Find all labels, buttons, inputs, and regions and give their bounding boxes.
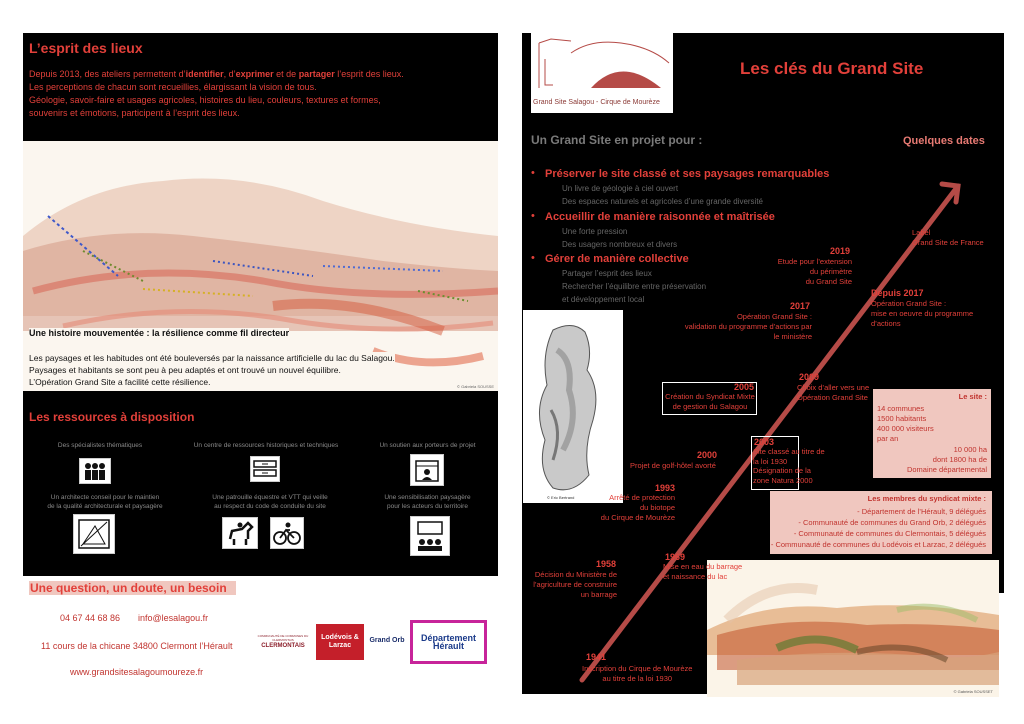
event-since-2017-l2: mise en oeuvre du programme bbox=[871, 309, 974, 318]
member-2: - Communauté de communes du Grand Orb, 2 délégués bbox=[798, 518, 986, 527]
year-1941: 1941 bbox=[586, 652, 607, 662]
contact-email[interactable]: info@lesalagou.fr bbox=[138, 613, 209, 623]
resource-label-specialists: Des spécialistes thématiques bbox=[57, 442, 143, 449]
year-2000: 2000 bbox=[697, 450, 718, 460]
goal-title-3: Gérer de manière collective bbox=[545, 253, 689, 265]
year-2017: 2017 bbox=[790, 301, 811, 311]
patrol-line-1: Une patrouille équestre et VTT qui veille bbox=[212, 494, 328, 501]
year-1958: 1958 bbox=[596, 559, 617, 569]
logo-lodevois bbox=[316, 624, 364, 660]
event-1993-l1: Arrêté de protection bbox=[609, 493, 675, 502]
logo-clermontais-short: CLERMONTAIS bbox=[261, 643, 305, 649]
lake-painting-credit: © Gabriela SOUSSET bbox=[953, 689, 993, 694]
year-2005: 2005 bbox=[734, 382, 755, 392]
event-2017-l1: Opération Grand Site : bbox=[736, 312, 812, 321]
history-line-3: L’Opération Grand Site a facilité cette résilience. bbox=[29, 376, 395, 388]
site-fact-4: par an bbox=[877, 434, 899, 443]
year-1993: 1993 bbox=[655, 483, 676, 493]
resource-label-archive: Un centre de ressources historiques et techniques bbox=[193, 442, 339, 449]
resource-label-awareness bbox=[365, 493, 490, 511]
member-1: - Département de l’Hérault, 9 délégués bbox=[857, 507, 986, 516]
event-2003-l4: zone Natura 2000 bbox=[753, 475, 813, 485]
intro-line-1: Depuis 2013, des ateliers permettent d’identifier, d’exprimer et de partager l’esprit des lieux. bbox=[29, 69, 404, 79]
contact-title: Une question, un doute, un besoin bbox=[29, 581, 236, 595]
goal-3-sub-2: Rechercher l’équilibre entre préservation bbox=[562, 282, 707, 291]
event-1941-l2: au titre de la loi 1930 bbox=[602, 674, 673, 683]
goal-2-sub-2: Des usagers nombreux et divers bbox=[562, 240, 678, 249]
contact-website[interactable]: www.grandsitesalagoumoureze.fr bbox=[70, 667, 204, 677]
event-1993-l2: du biotope bbox=[639, 503, 675, 512]
event-2019-l2: du périmètre bbox=[809, 267, 852, 276]
event-1941 bbox=[582, 664, 692, 684]
esprit-title: L’esprit des lieux bbox=[29, 40, 143, 56]
drafting-icon bbox=[73, 514, 115, 554]
goal-1-sub-2: Des espaces naturels et agricoles d’une grande diversité bbox=[562, 197, 764, 206]
architect-line-2: de la qualité architecturale et paysagère bbox=[47, 503, 163, 510]
member-3: - Communauté de communes du Clermontais, 5 délégués bbox=[793, 529, 986, 538]
calendar-icon bbox=[410, 454, 444, 486]
event-2005-l1: Création du Syndicat Mixte bbox=[665, 392, 755, 401]
map-credit: © Eric Bertrand bbox=[547, 495, 575, 500]
event-2009 bbox=[797, 383, 869, 403]
horse-icon bbox=[222, 517, 258, 549]
dates-heading: Quelques dates bbox=[903, 135, 985, 147]
logo-herault-text: Département Hérault bbox=[420, 633, 476, 651]
logo-grand-orb-text: Grand Orb bbox=[369, 637, 405, 644]
history-text bbox=[29, 352, 395, 388]
goal-bullet-3: • bbox=[531, 252, 535, 264]
esprit-intro bbox=[29, 68, 489, 120]
resources-title: Les ressources à disposition bbox=[29, 410, 195, 424]
event-2009-l2: Opération Grand Site bbox=[797, 393, 868, 402]
event-1993-l3: du Cirque de Mourèze bbox=[600, 513, 675, 522]
project-heading: Un Grand Site en projet pour : bbox=[531, 133, 703, 147]
event-label-l1: Label bbox=[912, 228, 931, 237]
resource-label-architect bbox=[30, 493, 180, 511]
event-2019 bbox=[762, 257, 852, 287]
year-2019: 2019 bbox=[830, 246, 851, 256]
intro-line-3: Géologie, savoir-faire et usages agricoles, histoires du lieu, couleurs, textures et formes, bbox=[29, 95, 381, 105]
contact-phone[interactable]: 04 67 44 68 86 bbox=[60, 613, 121, 623]
year-2009: 2009 bbox=[799, 372, 820, 382]
event-2003-l2: la loi 1930 bbox=[753, 456, 788, 466]
resource-label-patrol bbox=[190, 493, 350, 511]
event-label-l2: Grand Site de France bbox=[912, 238, 984, 247]
year-2003: 2003 bbox=[754, 437, 775, 447]
event-2003-l3: Désignation de la bbox=[753, 466, 811, 475]
event-2005-l2: de gestion du Salagou bbox=[672, 402, 748, 411]
site-fact-6: dont 1800 ha de bbox=[932, 455, 987, 464]
event-1958-l2: l’agriculture de construire bbox=[533, 580, 617, 589]
event-1958-l1: Décision du Ministère de bbox=[534, 570, 617, 579]
logo-clermontais-text: COMMUNAUTÉ DE COMMUNES DU CLERMONTAIS bbox=[257, 634, 309, 642]
goal-2-sub-1: Une forte pression bbox=[562, 227, 628, 236]
event-1941-l1: Inscription du Cirque de Mourèze bbox=[582, 664, 693, 673]
event-2017-l2: validation du programme d’actions par bbox=[684, 322, 812, 331]
history-title: Une histoire mouvementée : la résilience comme fil directeur bbox=[29, 328, 290, 338]
awareness-line-2: pour les acteurs du territoire bbox=[387, 503, 468, 510]
event-2019-l3: du Grand Site bbox=[805, 277, 852, 286]
goal-bullet-1: • bbox=[531, 167, 535, 179]
event-1958-l3: un barrage bbox=[580, 590, 617, 599]
logo-clermontais bbox=[256, 624, 310, 660]
event-2019-l1: Etude pour l’extension bbox=[777, 257, 852, 266]
event-since-2017 bbox=[871, 299, 973, 329]
intro-line-4: souvenirs et émotions, participent à l’esprit des lieux. bbox=[29, 108, 240, 118]
members-box bbox=[770, 491, 992, 554]
site-fact-5: 10 000 ha bbox=[953, 445, 987, 454]
brand-caption: Grand Site Salagou - Cirque de Mourèze bbox=[533, 99, 660, 106]
history-line-2: Paysages et habitants se sont peu à peu adaptés et ont trouvé un nouvel équilibre. bbox=[29, 364, 395, 376]
event-label bbox=[912, 228, 984, 248]
site-fact-2: 1500 habitants bbox=[877, 414, 927, 423]
event-1969-l1: Mise en eau du barrage bbox=[663, 562, 743, 571]
people-icon bbox=[79, 458, 111, 484]
logo-grand-orb bbox=[369, 622, 405, 660]
awareness-line-1: Une sensibilisation paysagère bbox=[384, 494, 471, 501]
site-facts-box bbox=[873, 389, 991, 478]
painting-credit: © Gabriela SOUSSE bbox=[457, 384, 494, 389]
site-fact-7: Domaine départemental bbox=[906, 465, 987, 474]
right-title: Les clés du Grand Site bbox=[740, 59, 924, 78]
contact-address: 11 cours de la chicane 34800 Clermont l’Hérault bbox=[41, 641, 233, 651]
member-4: - Communauté de communes du Lodévois et Larzac, 2 délégués bbox=[770, 540, 986, 549]
goal-title-2: Accueillir de manière raisonnée et maîtrisée bbox=[545, 211, 775, 223]
event-1958 bbox=[530, 570, 617, 600]
event-since-2017-l1: Opération Grand Site : bbox=[871, 299, 947, 308]
goal-title-1: Préserver le site classé et ses paysages remarquables bbox=[545, 168, 830, 180]
event-1969 bbox=[663, 562, 742, 582]
logo-lodevois-text: Lodévois & Larzac bbox=[321, 634, 359, 649]
members-title: Les membres du syndicat mixte : bbox=[867, 494, 986, 503]
event-since-2017-l3: d’actions bbox=[871, 319, 901, 328]
bicycle-icon bbox=[270, 517, 304, 549]
intro-line-2: Les perceptions de chacun sont recueillies, élargissant la vision de tous. bbox=[29, 82, 317, 92]
goal-3-sub-1: Partager l’esprit des lieux bbox=[562, 269, 652, 278]
event-2005 bbox=[665, 392, 755, 412]
goal-1-sub-1: Un livre de géologie à ciel ouvert bbox=[562, 184, 679, 193]
history-line-1: Les paysages et les habitudes ont été bouleversés par la naissance artificielle du lac du Salagou. bbox=[29, 353, 395, 363]
site-fact-3: 400 000 visiteurs bbox=[877, 424, 934, 433]
site-fact-1: 14 communes bbox=[877, 404, 925, 413]
year-since-2017: Depuis 2017 bbox=[871, 288, 924, 298]
logo-herault bbox=[410, 620, 487, 664]
brand-logo bbox=[531, 33, 673, 113]
resource-label-support: Un soutien aux porteurs de projet bbox=[379, 442, 476, 449]
audience-icon bbox=[410, 516, 450, 556]
event-1993 bbox=[580, 493, 675, 523]
event-2003-l1: Site classé au titre de bbox=[753, 447, 825, 456]
event-2009-l1: Choix d’aller vers une bbox=[797, 383, 870, 392]
patrol-line-2: au respect du code de conduite du site bbox=[214, 503, 326, 510]
contact-details bbox=[23, 576, 237, 694]
year-1969: 1969 bbox=[665, 552, 686, 562]
event-2003 bbox=[753, 447, 825, 485]
event-1969-l2: et naissance du lac bbox=[663, 572, 728, 581]
event-2000: Projet de golf-hôtel avorté bbox=[630, 461, 716, 470]
goal-bullet-2: • bbox=[531, 210, 535, 222]
architect-line-1: Un architecte conseil pour le maintien bbox=[50, 494, 160, 501]
event-2017 bbox=[672, 312, 812, 342]
site-facts-title: Le site : bbox=[958, 392, 987, 401]
event-2017-l3: le ministère bbox=[773, 332, 812, 341]
goal-3-sub-3: et développement local bbox=[562, 295, 645, 304]
archive-icon bbox=[250, 456, 280, 482]
